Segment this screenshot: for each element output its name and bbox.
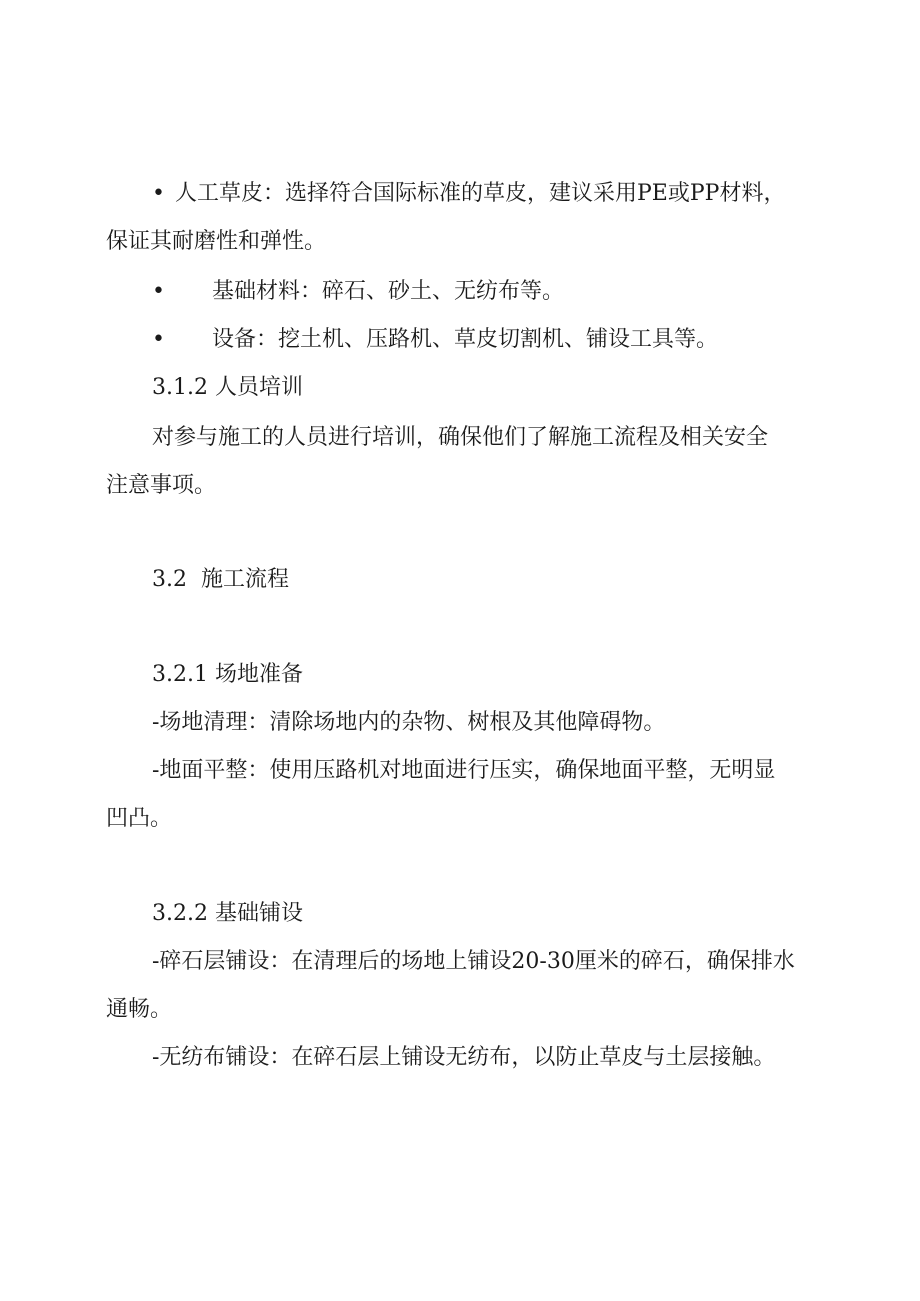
ground-leveling-line-1: -地面平整：使用压路机对地面进行压实，确保地面平整，无明显	[152, 758, 776, 783]
ground-leveling-line-2: 凹凸。	[106, 806, 173, 831]
bullet-marker: •	[152, 327, 165, 352]
gravel-layer-line-1: -碎石层铺设：在清理后的场地上铺设20-30厘米的碎石，确保排水	[152, 949, 795, 974]
section-heading-3-1-2: 3.1.2 人员培训	[152, 375, 303, 400]
bullet-base-materials: 基础材料：碎石、砂土、无纺布等。	[212, 279, 565, 304]
section-heading-3-2-1: 3.2.1 场地准备	[152, 662, 303, 687]
bullet-marker: •	[152, 279, 165, 304]
site-clearing-item: -场地清理：清除场地内的杂物、树根及其他障碍物。	[152, 710, 666, 735]
bullet-marker: •	[152, 181, 165, 206]
paragraph-training-line-2: 注意事项。	[106, 473, 217, 498]
bullet-turf-line-1: 人工草皮：选择符合国际标准的草皮，建议采用PE或PP材料，	[175, 181, 786, 206]
section-heading-3-2-2: 3.2.2 基础铺设	[152, 901, 303, 926]
bullet-equipment: 设备：挖土机、压路机、草皮切割机、铺设工具等。	[212, 327, 719, 352]
paragraph-training-line-1: 对参与施工的人员进行培训，确保他们了解施工流程及相关安全	[152, 425, 769, 450]
bullet-turf-line-2: 保证其耐磨性和弹性。	[106, 229, 327, 254]
gravel-layer-line-2: 通畅。	[106, 997, 173, 1022]
geotextile-item: -无纺布铺设：在碎石层上铺设无纺布，以防止草皮与土层接触。	[152, 1045, 776, 1070]
section-heading-3-2: 3.2 施工流程	[152, 567, 289, 592]
